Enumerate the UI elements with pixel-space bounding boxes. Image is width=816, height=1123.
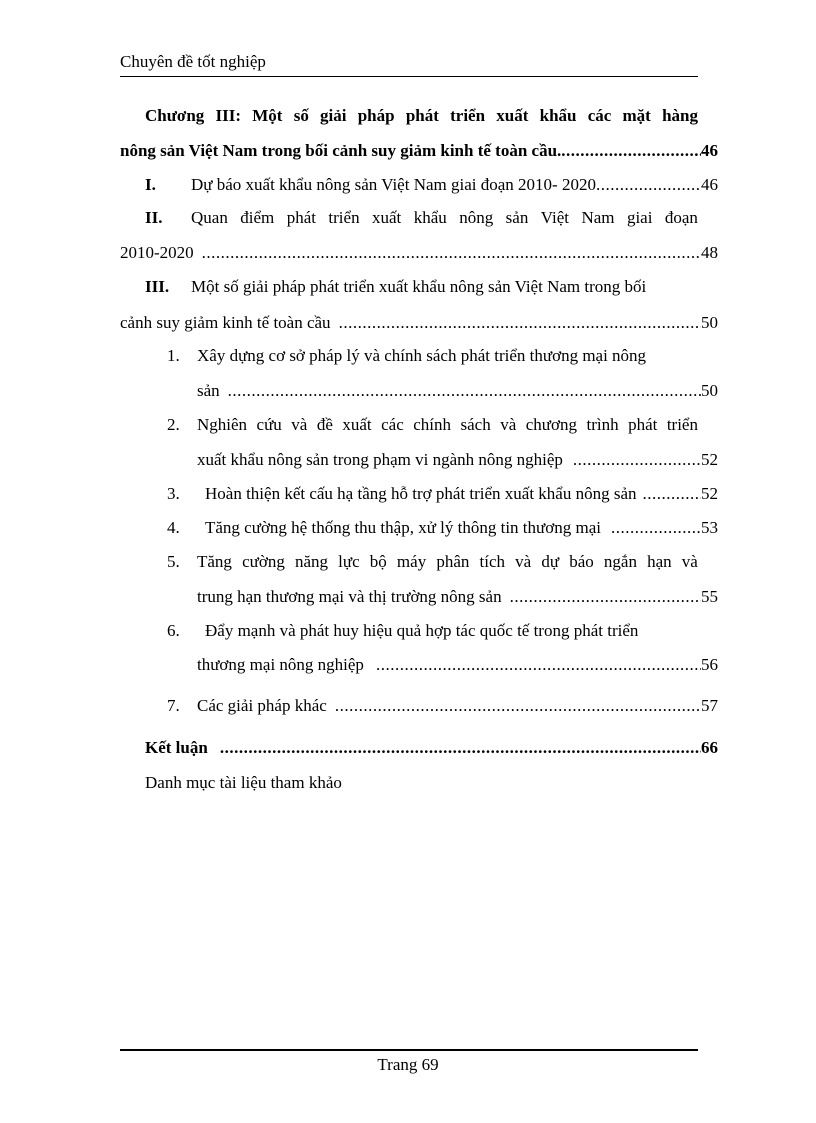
dot-leader	[202, 242, 701, 264]
footer-page-label: Trang 69	[377, 1055, 439, 1074]
dot-leader	[510, 586, 701, 608]
toc-entry-item-5-line2[interactable]: trung hạn thương mại và thị trường nông sản ..... 55	[197, 586, 718, 608]
page-number: 56	[701, 655, 718, 674]
toc-entry-item-3[interactable]: 3. Hoàn thiện kết cấu hạ tầng hỗ trợ phát triển xuất khẩu nông sản ..... 52	[167, 483, 718, 505]
toc-entry-item-6-line1[interactable]: 6. Đẩy mạnh và phát huy hiệu quả hợp tác quốc tế trong phát triển	[167, 621, 639, 640]
toc-entry-section-3-line1[interactable]: III. Một số giải pháp phát triển xuất khẩu nông sản Việt Nam trong bối	[145, 277, 647, 296]
page-number: 50	[701, 313, 718, 332]
toc-entry-conclusion[interactable]: Kết luận ..... 66	[145, 737, 718, 759]
page-number: 66	[701, 738, 718, 757]
toc-entry-section-1[interactable]: I. Dự báo xuất khẩu nông sản Việt Nam giai đoạn 2010- 2020 ..... 46	[145, 174, 718, 196]
page-number: 55	[701, 587, 718, 606]
page-number: 46	[701, 141, 718, 160]
header-title: Chuyên đề tốt nghiệp	[120, 52, 266, 71]
toc-entry-item-2-line2[interactable]: xuất khẩu nông sản trong phạm vi ngành nông nghiệp ..... 52	[197, 449, 718, 471]
chapter-title-line1: Chương III: Một số giải pháp phát triển xuất khẩu các mặt hàng	[145, 106, 698, 125]
toc-entry-item-1-line2[interactable]: sản ..... 50	[197, 380, 718, 402]
toc-entry-section-3-line2[interactable]: cảnh suy giảm kinh tế toàn cầu ..... 50	[120, 312, 718, 334]
dot-leader	[376, 654, 701, 676]
page-number: 48	[701, 243, 718, 262]
page-number: 50	[701, 381, 718, 400]
toc-entry-item-4[interactable]: 4. Tăng cường hệ thống thu thập, xử lý thông tin thương mại ..... 53	[167, 517, 718, 539]
page-number: 52	[701, 450, 718, 469]
toc-entry-references[interactable]: Danh mục tài liệu tham khảo	[145, 773, 342, 792]
toc-entry-item-6-line2[interactable]: thương mại nông nghiệp ..... 56	[197, 654, 718, 676]
dot-leader	[228, 380, 701, 402]
page-number: 52	[701, 484, 718, 503]
toc-entry-item-5-line1[interactable]: 5. Tăng cường năng lực bộ máy phân tích và dự báo ngắn hạn và	[167, 552, 698, 571]
page-number: 46	[701, 175, 718, 194]
header-rule	[120, 76, 698, 77]
dot-leader	[339, 312, 701, 334]
toc-entry-item-7[interactable]: 7. Các giải pháp khác ..... 57	[167, 695, 718, 717]
dot-leader	[596, 174, 701, 196]
toc-entry-item-1-line1[interactable]: 1. Xây dựng cơ sở pháp lý và chính sách phát triển thương mại nông	[167, 346, 647, 365]
chapter-title-line2[interactable]: nông sản Việt Nam trong bối cảnh suy giảm kinh tế toàn cầu. ..... 46	[120, 140, 718, 162]
page-number: 53	[701, 518, 718, 537]
toc-entry-section-2-line2[interactable]: 2010-2020 ..... 48	[120, 242, 718, 264]
dot-leader	[643, 483, 701, 505]
dot-leader	[573, 449, 701, 471]
footer-rule	[120, 1049, 698, 1051]
dot-leader	[335, 695, 701, 717]
dot-leader	[611, 517, 701, 539]
toc-entry-item-2-line1[interactable]: 2. Nghiên cứu và đề xuất các chính sách và chương trình phát triển	[167, 415, 698, 434]
toc-entry-section-2-line1[interactable]: II. Quan điểm phát triển xuất khẩu nông sản Việt Nam giai đoạn	[145, 208, 698, 227]
dot-leader	[561, 140, 701, 162]
dot-leader	[220, 737, 701, 759]
page-number: 57	[701, 696, 718, 715]
